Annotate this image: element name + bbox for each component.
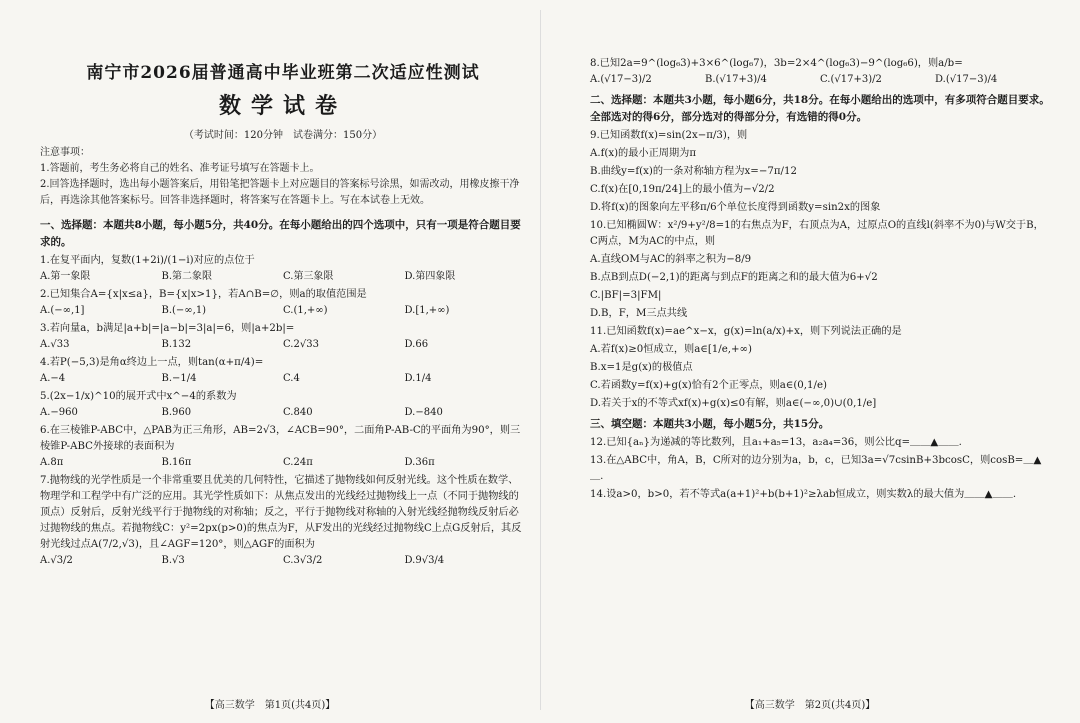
option-a: A.−960	[40, 407, 78, 418]
option-c: C.3√3/2	[283, 555, 323, 566]
option-b: B.曲线y=f(x)的一条对称轴方程为x=−7π/12	[590, 166, 797, 177]
option-b: B.(−∞,1)	[161, 305, 207, 316]
option-b: B.点B到点D(−2,1)的距离与到点F的距离之和的最大值为6+√2	[590, 272, 878, 283]
option-c: C.|BF|=3|FM|	[590, 290, 662, 301]
options	[40, 455, 526, 471]
option-b: B.132	[161, 339, 192, 350]
option-d: D.66	[404, 339, 429, 350]
question-stem: 7.抛物线的光学性质是一个非常重要且优美的几何特性，它描述了抛物线如何反射光线。这个性质在数学、物理学和工程学中有广泛的应用。其光学性质如下：从焦点发出的光线经过抛物线上一点（不同于抛物线的顶点）反射后，反射光线平行于抛物线的对称轴；反之，平行于抛物线对称轴的入射光线经抛物线反射后必过抛物线的焦点。若抛物线C：y²=2px(p>0)的焦点为F，从F发出的光线经过抛物线C上点G反射后，其反射光线过点A(7/2,√3)，且∠AGF=120°，则△AGF的面积为	[40, 475, 522, 550]
options	[40, 269, 526, 285]
question-3	[40, 321, 526, 353]
question-10	[590, 218, 1050, 322]
note-1: 1.答题前，考生务必将自己的姓名、准考证号填写在答题卡上。	[40, 163, 320, 174]
options	[40, 337, 526, 353]
question-stem: 2.已知集合A={x|x≤a}，B={x|x>1}，若A∩B=∅，则a的取值范围是	[40, 289, 367, 300]
option-a: A.第一象限	[40, 271, 91, 282]
options	[40, 405, 526, 421]
question-13: 13.在△ABC中，角A，B，C所对的边分别为a，b，c，已知3a=√7csinB+3bcosC，则cosB=＿▲＿.	[590, 455, 1042, 482]
question-stem: 5.(2x−1/x)^10的展开式中x^−4的系数为	[40, 391, 237, 402]
option-b: B.16π	[161, 457, 192, 468]
option-a: A.若f(x)≥0恒成立，则a∈[1/e,+∞)	[590, 344, 752, 355]
question-stem: 8.已知2a=9^(log₆3)+3×6^(log₆7)，3b=2×4^(log₆3)−9^(log₆6)，则a/b=	[590, 58, 963, 69]
question-4	[40, 355, 526, 387]
option-d: D.−840	[404, 407, 443, 418]
question-1	[40, 253, 526, 285]
option-d: D.若关于x的不等式xf(x)+g(x)≤0有解，则a∈(−∞,0)∪(0,1/e]	[590, 398, 877, 409]
option-d: D.[1,+∞)	[404, 305, 450, 316]
option-b: B.(√17+3)/4	[705, 74, 767, 85]
option-a: A.8π	[40, 457, 64, 468]
option-c: C.若函数y=f(x)+g(x)恰有2个正零点，则a∈(0,1/e)	[590, 380, 827, 391]
question-stem: 10.已知椭圆W：x²/9+y²/8=1的右焦点为F，右顶点为A，过原点O的直线l(斜率不为0)与W交于B，C两点，M为AC的中点，则	[590, 220, 1044, 247]
option-d: D.第四象限	[404, 271, 456, 282]
question-14: 14.设a>0，b>0，若不等式a(a+1)²+b(b+1)²≥λab恒成立，则实数λ的最大值为＿＿▲＿＿.	[590, 489, 1017, 500]
page-2-footer: 【高三数学 第2页(共4页)】	[744, 700, 876, 711]
option-c: C.840	[283, 407, 313, 418]
notes-header: 注意事项：	[40, 147, 90, 158]
option-a: A.√3/2	[40, 555, 73, 566]
exam-subtitle: 数学试卷	[218, 93, 347, 119]
option-d: D.1/4	[404, 373, 432, 384]
question-5	[40, 389, 526, 421]
question-2	[40, 287, 526, 319]
option-d: D.36π	[404, 457, 435, 468]
note-2: 2.回答选择题时，选出每小题答案后，用铅笔把答题卡上对应题目的答案标号涂黑，如需改动，用橡皮擦干净后，再选涂其他答案标号。回答非选择题时，将答案写在答题卡上。写在本试卷上无效。	[40, 179, 520, 206]
options	[590, 72, 1050, 88]
question-8	[590, 56, 1050, 88]
option-d: D.将f(x)的图象向左平移π/6个单位长度得到函数y=sin2x的图象	[590, 202, 881, 213]
exam-info: （考试时间：120分钟 试卷满分：150分）	[183, 130, 383, 141]
question-7	[40, 473, 526, 569]
option-d: D.9√3/4	[404, 555, 445, 566]
option-c: C.第三象限	[283, 271, 334, 282]
question-stem: 4.若P(−5,3)是角α终边上一点，则tan(α+π/4)=	[40, 357, 264, 368]
section-2-header: 二、选择题：本题共3小题，每小题6分，共18分。在每小题给出的选项中，有多项符合题目要求。全部选对的得6分，部分选对的得部分分，有选错的得0分。	[590, 94, 1050, 123]
option-c: C.2√33	[283, 339, 319, 350]
option-b: B.−1/4	[161, 373, 197, 384]
question-stem: 11.已知函数f(x)=ae^x−x，g(x)=ln(a/x)+x，则下列说法正确的是	[590, 326, 902, 337]
question-stem: 3.若向量a，b满足|a+b|=|a−b|=3|a|=6，则|a+2b|=	[40, 323, 295, 334]
option-b: B.第二象限	[161, 271, 213, 282]
options	[40, 371, 526, 387]
page-2	[540, 0, 1080, 723]
question-stem: 9.已知函数f(x)=sin(2x−π/3)，则	[590, 130, 748, 141]
question-stem: 1.在复平面内，复数(1+2i)/(1−i)对应的点位于	[40, 255, 255, 266]
option-a: A.√33	[40, 339, 70, 350]
option-a: A.(−∞,1]	[40, 305, 85, 316]
section-1-header: 一、选择题：本题共8小题，每小题5分，共40分。在每小题给出的四个选项中，只有一项是符合题目要求的。	[40, 219, 521, 248]
option-c: C.24π	[283, 457, 313, 468]
question-stem: 6.在三棱锥P-ABC中，△PAB为正三角形，AB=2√3，∠ACB=90°，二面角P-AB-C的平面角为90°，则三棱锥P-ABC外接球的表面积为	[40, 425, 521, 452]
question-11	[590, 324, 1050, 412]
options	[40, 303, 526, 319]
exam-title: 南宁市2026届普通高中毕业班第二次适应性测试	[86, 63, 480, 83]
option-a: A.−4	[40, 373, 66, 384]
section-3-header: 三、填空题：本题共3小题，每小题5分，共15分。	[590, 418, 830, 430]
option-c: C.4	[283, 373, 300, 384]
question-6	[40, 423, 526, 471]
option-c: C.(1,+∞)	[283, 305, 328, 316]
option-a: A.f(x)的最小正周期为π	[590, 148, 697, 159]
option-d: D.(√17−3)/4	[935, 74, 998, 85]
option-a: A.(√17−3)/2	[590, 74, 652, 85]
option-d: D.B，F，M三点共线	[590, 308, 688, 319]
option-c: C.(√17+3)/2	[820, 74, 882, 85]
option-c: C.f(x)在[0,19π/24]上的最小值为−√2/2	[590, 184, 775, 195]
option-b: B.√3	[161, 555, 185, 566]
question-12: 12.已知{aₙ}为递减的等比数列，且a₁+a₅=13，a₂a₄=36，则公比q=＿＿▲＿＿.	[590, 437, 962, 448]
question-9	[590, 128, 1050, 216]
option-b: B.960	[161, 407, 192, 418]
options	[40, 553, 526, 569]
page-1-footer: 【高三数学 第1页(共4页)】	[204, 700, 336, 711]
option-b: B.x=1是g(x)的极值点	[590, 362, 693, 373]
option-a: A.直线OM与AC的斜率之积为−8/9	[590, 254, 752, 265]
